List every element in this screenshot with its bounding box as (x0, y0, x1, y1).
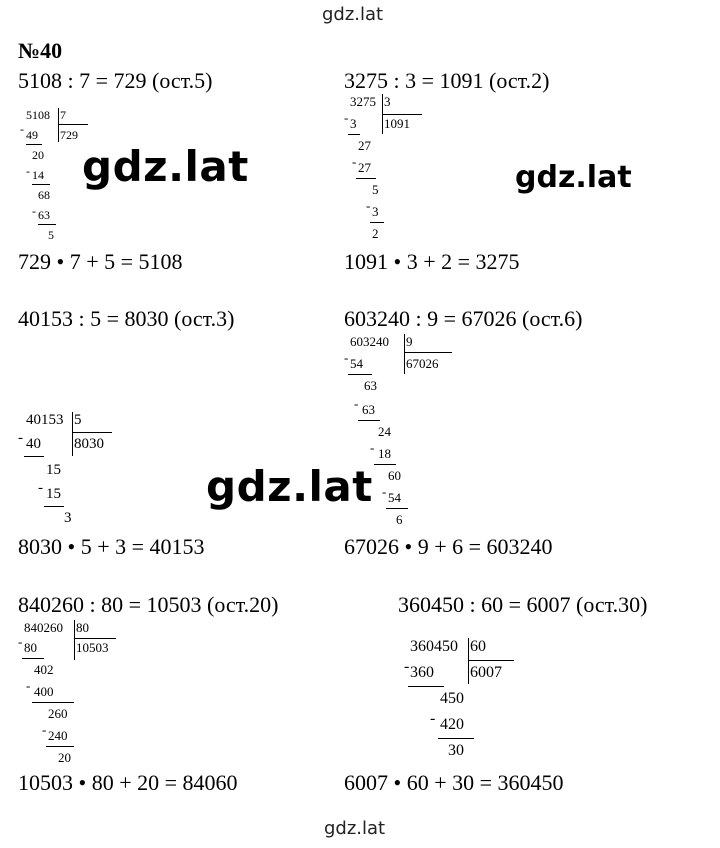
dividend: 603240 (350, 334, 389, 349)
watermark-center: gdz.lat (206, 462, 373, 511)
step: 420 (440, 716, 464, 733)
step: 20 (58, 750, 71, 765)
step: 49 (26, 128, 38, 142)
step: 402 (34, 662, 54, 677)
quotient: 10503 (76, 640, 109, 655)
step: 260 (48, 706, 68, 721)
step: 80 (24, 640, 37, 655)
equation-4: 603240 : 9 = 67026 (ост.6) (344, 306, 583, 331)
equation-1: 5108 : 7 = 729 (ост.5) (18, 68, 213, 93)
watermark-bottom: gdz.lat (324, 818, 386, 839)
divisor: 9 (406, 334, 413, 349)
dividend: 360450 (410, 638, 458, 655)
step: 3 (64, 510, 72, 526)
step: 15 (46, 486, 61, 502)
step: 14 (32, 168, 44, 182)
step: 54 (388, 490, 401, 505)
step: 24 (378, 424, 391, 439)
watermark-mid-left: gdz.lat (82, 142, 249, 191)
dividend: 840260 (24, 620, 63, 635)
step: 27 (358, 160, 371, 175)
quotient: 67026 (406, 356, 439, 371)
step: 400 (34, 684, 54, 699)
step: 20 (32, 148, 44, 162)
step: 30 (448, 742, 464, 759)
step: 240 (48, 728, 68, 743)
watermark-top: gdz.lat (322, 4, 384, 25)
step: 450 (440, 690, 464, 707)
step: 5 (48, 228, 54, 242)
equation-6: 360450 : 60 = 6007 (ост.30) (398, 592, 648, 617)
step: 360 (410, 664, 434, 681)
step: 2 (372, 226, 379, 241)
step: 5 (372, 182, 379, 197)
step: 54 (350, 356, 363, 371)
equation-3: 40153 : 5 = 8030 (ост.3) (18, 306, 235, 331)
step: 60 (388, 468, 401, 483)
step: 18 (378, 446, 391, 461)
check-4: 67026 • 9 + 6 = 603240 (344, 534, 553, 559)
exercise-title: №40 (18, 38, 63, 63)
step: 63 (362, 402, 375, 417)
step: 6 (396, 512, 403, 527)
check-2: 1091 • 3 + 2 = 3275 (344, 249, 520, 274)
check-5: 10503 • 80 + 20 = 84060 (18, 770, 238, 795)
quotient: 729 (60, 128, 78, 142)
divisor: 3 (384, 94, 391, 109)
dividend: 5108 (26, 108, 50, 122)
step: 68 (38, 188, 50, 202)
step: 27 (358, 138, 371, 153)
divisor: 80 (76, 620, 89, 635)
quotient: 6007 (470, 664, 502, 681)
check-3: 8030 • 5 + 3 = 40153 (18, 534, 205, 559)
check-6: 6007 • 60 + 30 = 360450 (344, 770, 564, 795)
step: 63 (38, 208, 50, 222)
dividend: 40153 (26, 412, 64, 428)
divisor: 60 (470, 638, 486, 655)
watermark-mid-right: gdz.lat (515, 160, 632, 195)
equation-2: 3275 : 3 = 1091 (ост.2) (344, 68, 550, 93)
step: 40 (26, 436, 41, 452)
step: 3 (372, 204, 379, 219)
check-1: 729 • 7 + 5 = 5108 (18, 249, 183, 274)
step: 3 (350, 116, 357, 131)
divisor: 7 (60, 108, 66, 122)
dividend: 3275 (350, 94, 376, 109)
quotient: 1091 (384, 116, 410, 131)
equation-5: 840260 : 80 = 10503 (ост.20) (18, 592, 279, 617)
divisor: 5 (74, 412, 82, 428)
quotient: 8030 (74, 436, 104, 452)
step: 63 (364, 378, 377, 393)
step: 15 (46, 462, 61, 478)
